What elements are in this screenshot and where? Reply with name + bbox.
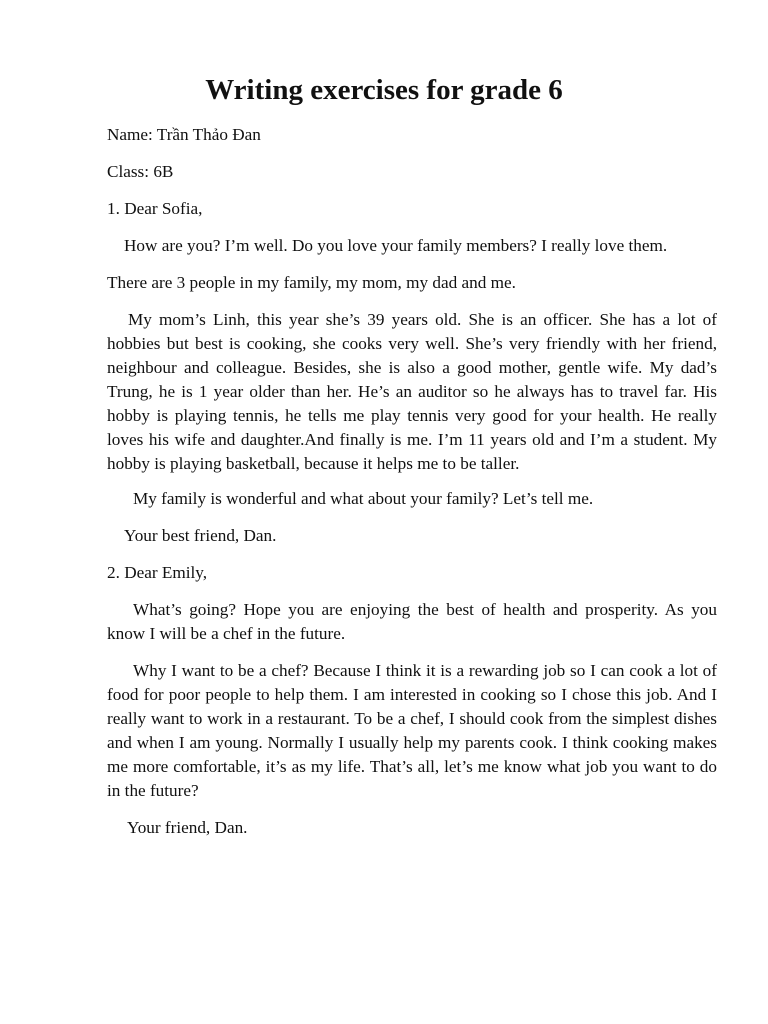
letter1-closing-question: My family is wonderful and what about your family? Let’s tell me.: [133, 489, 594, 508]
letter2-opening: What’s going? Hope you are enjoying the best of health and prosperity. As you know I will be a chef in the future.: [107, 600, 717, 643]
letter1-greeting: How are you? I’m well. Do you love your family members? I really love them.: [124, 236, 668, 255]
letter1-heading: 1. Dear Sofia,: [107, 199, 203, 218]
letter1-sign-off: Your best friend, Dan.: [124, 526, 277, 545]
document-title: Writing exercises for grade 6: [205, 74, 563, 106]
student-name: Name: Trần Thảo Đan: [107, 125, 261, 144]
letter2-sign-off: Your friend, Dan.: [127, 818, 248, 837]
letter1-family-intro: There are 3 people in my family, my mom, my dad and me.: [107, 273, 516, 292]
letter1-body: My mom’s Linh, this year she’s 39 years old. She is an officer. She has a lot of hobbies but best is cooking, she cooks very well. She’s very friendly with her friend, neighbour and colleague. Besides, she is also a good mother, gentle wife. My dad’s Trung, he is 1 year older than her. He’s an auditor so he always has to travel far. His hobby is playing tennis, he tells me play tennis very good for your health. He really loves his wife and daughter.And finally is me. I’m 11 years old and I’m a student. My hobby is playing basketball, because it helps me to be taller.: [107, 310, 717, 473]
letter2-body: Why I want to be a chef? Because I think it is a rewarding job so I can cook a lot of food for poor people to help them. I am interested in cooking so I chose this job. And I really want to work in a restaurant. To be a chef, I should cook from the simplest dishes and when I am young. Normally I usually help my parents cook. I think cooking makes me more comfortable, it’s as my life. That’s all, let’s me know what job you want to do in the future?: [107, 661, 717, 800]
student-class: Class: 6B: [107, 162, 174, 181]
letter2-heading: 2. Dear Emily,: [107, 563, 208, 582]
